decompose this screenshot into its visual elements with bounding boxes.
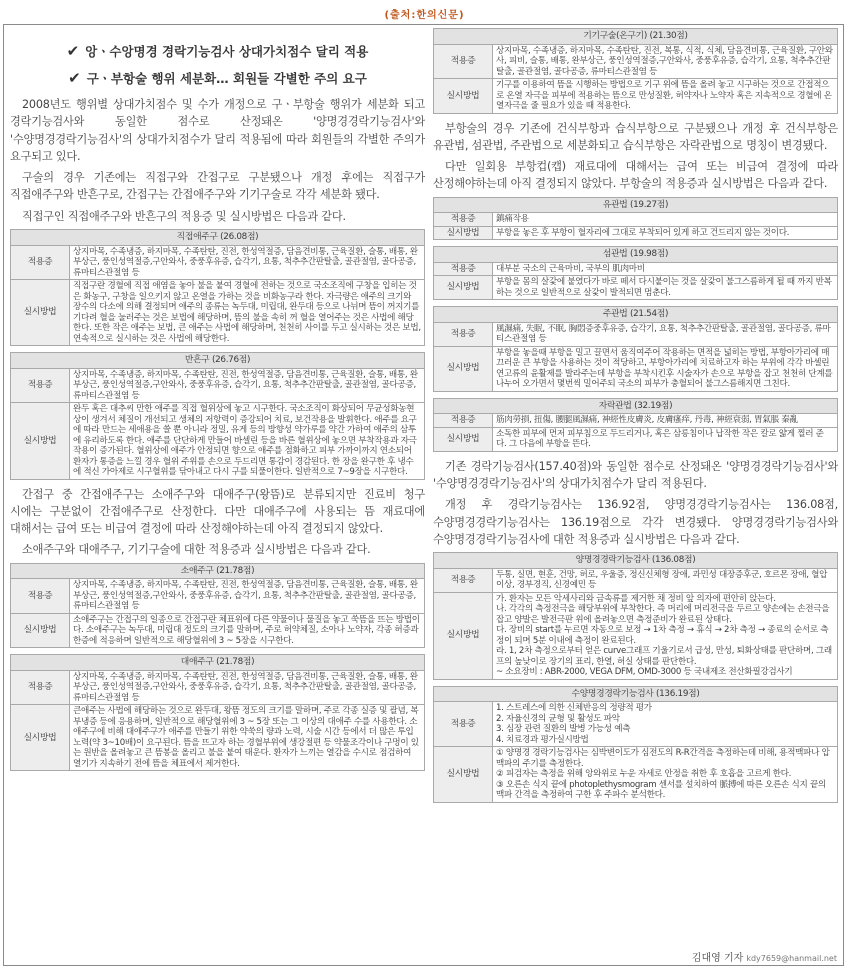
byline [692, 949, 837, 964]
row-text: 부항을 놓은 후 부항이 혈자리에 그대로 부착되어 있게 하고 건드리지 않는 것이다. [493, 226, 838, 240]
table-row [434, 747, 838, 803]
row-label: 실시방법 [434, 276, 493, 300]
table-row [11, 403, 425, 480]
row-label: 적용증 [434, 262, 493, 276]
body-paragraph: 구술의 경우 기존에는 직접구와 간접구로 구분됐으나 개정 후에는 직접구가 직접애주구와 반흔구로, 간접구는 간접애주구와 기기구술로 각각 세분화 됐다. [10, 171, 425, 202]
body-paragraph: 부항술의 경우 기존에 건식부항과 습식부항으로 구분됐으나 개정 후 건식부항은 유관법, 섬관법, 주관법으로 세분화되고 습식부항은 자락관법으로 명칭이 변경됐다. [433, 121, 838, 152]
right-column [433, 28, 838, 809]
row-text: 상지마목, 수족냉증, 하지마목, 수족탄탄, 진전, 한성역절증, 담음견비통, 근육질환, 슬통, 배통, 완부상근, 풍인성역절증,구안와사, 중풍후유증, 습각기, 요통, 척추추간판탈출, 골관절염, 골다공증, 류마티스관절염 등 [70, 245, 425, 280]
table-row [434, 346, 838, 391]
headline-block [10, 28, 425, 87]
table-row [434, 213, 838, 227]
body-paragraph: 기존 경락기능검사(157.40점)와 동일한 점수로 산정돼온 '양명경경락기능검사'와 '수양명경경락기능검사'의 상대가치점수가 달리 적용된다. [433, 459, 838, 490]
row-label: 적용증 [11, 579, 70, 614]
table-jarak [433, 398, 838, 452]
table-title: 섬관법 (19.98점) [434, 247, 838, 263]
row-text: 상지마목, 수족냉증, 하지마목, 수족탄탄, 진전, 복통, 식적, 식체, 담음견비통, 근육질환, 구안와사, 피비, 슬통, 배통, 완부상근, 풍인성역절증,구안와사, 중풍후유증, 습각기, 요통, 척추추간판탈출, 골관절염, 골다공증, 류마티스관절염 등 [493, 44, 838, 79]
body-paragraph: 개정 후 경락기능검사는 136.92점, 양명경경락기능검사는 136.08점, 수양명경경락기능검사는 136.19점으로 각각 변경됐다. 양명경경락기능검사와 수양명경경락기능검사에 대한 적용증과 실시방법은 다음과 같다. [433, 498, 838, 546]
table-row [11, 670, 425, 705]
row-label: 적용증 [434, 568, 493, 592]
table-title: 자락관법 (32.19점) [434, 398, 838, 414]
row-label: 적용증 [434, 414, 493, 428]
table-so [10, 563, 425, 649]
row-label: 실시방법 [11, 280, 70, 346]
left-column [10, 28, 425, 777]
table-suyangmyeong [433, 686, 838, 803]
check-icon: ✔ [66, 42, 80, 60]
table-jikjeop [10, 229, 425, 346]
table-row [434, 702, 838, 747]
table-row [11, 579, 425, 614]
row-text: 직접구란 경혈에 직접 애염을 놓아 불을 붙여 경혈에 전하는 것으로 국소조직에 구창을 입히는 것은 화농구, 구창을 일으키지 않고 온열을 가하는 것을 비화농구라 한다. 자극량은 애주의 크기와 장수의 다소에 의해 결정되며 애주의 종류는 녹두대, 미립대, 완두대 등으로 나뉘며 뜸이 꺼지기를 기다려 혈을 눌러주는 것은 보법에 해당하며, 뜸의 불을 속히 꺼 혈을 열어주는 것은 사법에 해당한다. 또한 작은 애주는 보법, 큰 애주는 사법에 해당하며, 천천히 사이를 두고 실시하는 것은 보법, 연속적으로 실시하는 것은 사법에 해당한다. [70, 280, 425, 346]
row-text: 風濕痛, 失眠, 不眠, 胸悶증중후유증, 습각기, 요통, 척추추간판탈출, 골관절염, 골다공증, 류마티스관절염 등 [493, 322, 838, 346]
table-title: 기기구술(온구기) (21.30점) [434, 29, 838, 45]
table-row [434, 262, 838, 276]
row-text: 鎮痛작용 [493, 213, 838, 227]
row-label: 실시방법 [434, 592, 493, 679]
table-row [11, 368, 425, 403]
row-label: 적용증 [11, 670, 70, 705]
row-label: 실시방법 [434, 226, 493, 240]
table-row [434, 276, 838, 300]
table-title: 주관법 (21.54점) [434, 307, 838, 323]
check-icon: ✔ [68, 69, 81, 87]
row-text: 가. 환자는 모든 악세사리와 금속류를 제거한 채 정비 앞 의자에 편안히 앉는다. 나. 각각의 측정전극을 해당부위에 부착한다. 즉 머리에 머리전극을 두르고 양손에는 손전극을 잡고 양발은 발전극판 위에 올려놓으면 측정준비가 완료된 상태다. 다. 장비의 start를 누르면 자동으로 보정 → 1차 측정 → 휴식 → 2차 측정 → 종료의 순서로 측정이 되며 5분 이내에 측정이 완료된다. 라. 1, 2차 측정으로부터 얻은 curve그래프 기울기로서 급성, 만성, 퇴화상태를 판단하며, 그래프의 높낮이로 장기의 표리, 한열, 허실 상태를 판단한다. ~ 소요장비 : ABR-2000, VEGA DFM, OMD-3000 등 국내제조 전산화필강검사기 [493, 592, 838, 679]
table-jugwan [433, 306, 838, 392]
row-label: 실시방법 [434, 747, 493, 803]
source-label: (출처:한의신문) [384, 10, 465, 21]
body-paragraph: 직접구인 직접애주구와 반흔구의 적용증 및 실시방법은 다음과 같다. [22, 209, 346, 223]
row-text: ① 양명경 경락기능검사는 심박변이도가 심전도의 R-R간격을 측정하는데 비해, 용적맥파나 압맥파의 주기를 측정한다. ② 피검자는 측정을 위해 앙와위로 누운 자세로 안정을 취한 후 호흡을 고르게 한다. ③ 오른손 식지 끝에 photoplethysmogram 센서를 설치하여 脈搏에 따른 오른손 식지 끝의 맥파 간격을 측정하여 구한 후 주파수 분석한다. [493, 747, 838, 803]
row-label: 실시방법 [434, 346, 493, 391]
row-text: 부항을 몸의 살갗에 붙였다가 바로 떼서 다시붙이는 것을 살갗이 불그스름하게 될 때 까지 반복하는 것으로 일반적으로 살갗이 발적되면 멈춘다. [493, 276, 838, 300]
reporter-name: 김대영 기자 [691, 953, 744, 964]
headline-1: ✔ 앙ㆍ수앙명경 경락기능검사 상대가치점수 달리 적용 [66, 42, 369, 60]
row-label: 적용증 [11, 368, 70, 403]
row-label: 적용증 [11, 245, 70, 280]
table-row [434, 592, 838, 679]
row-label: 실시방법 [11, 403, 70, 480]
table-title: 반흔구 (26.76점) [11, 353, 425, 369]
body-paragraph: 간접구 중 간접애주구는 소애주구와 대애주구(왕뜸)로 분류되지만 진료비 청구 시에는 구분없이 간접애주구로 산정한다. 다만 대애주구에 사용되는 뜸 재료대에 대해서는 급여 또는 비급여 결정에 따라 산정해야하는데 아직 결정되지 않았다. [10, 487, 425, 536]
row-label: 실시방법 [11, 613, 70, 648]
row-text: 큰애주는 사법에 해당하는 것으로 완두대, 왕뜸 정도의 크기를 말하며, 주로 각종 실증 및 괄념, 복부냉증 등에 응용하며, 일반적으로 해당혈위에 3 ~ 5장 또는 그 이상의 대애주 수를 사용한다. 소애주구에 비해 대애주구가 애주를 만들기 위한 약쑥의 량과 노력, 시술 시간 등에서 더 많은 투입노력(약 3~10배)이 요구된다. 뜸을 뜨고자 하는 경혈부위에 생강절편 등 약물조각이나 구멍이 있는 원반을 올려놓고 큰 뜸봉을 올리고 불을 붙여 태운다. 환자가 느끼는 열감을 수시로 점검하여 열기가 지속하기 전에 뜸을 체표에서 제거한다. [70, 705, 425, 771]
table-row [434, 568, 838, 592]
table-yugwan [433, 197, 838, 241]
body-paragraph: 소애주구와 대애주구, 기기구술에 대한 적용증과 실시방법은 다음과 같다. [22, 543, 371, 557]
table-row [11, 280, 425, 346]
row-label: 적용증 [434, 213, 493, 227]
table-title: 수양명경경락기능검사 (136.19점) [434, 686, 838, 702]
table-row [11, 245, 425, 280]
body-paragraph: 다만 일회용 부항컵(캡) 재료대에 대해서는 급여 또는 비급여 결정에 따라 산정해야하는데 아직 결정되지 않았다. 부항술의 적용증과 실시방법은 다음과 같다. [433, 160, 838, 191]
row-text: 상지마목, 수족냉증, 하지마목, 수족탄탄, 진전, 한성역절증, 담음견비통, 근육질환, 슬통, 배통, 완부상근, 풍인성역절증,구안와사, 중풍후유증, 습각기, 요통, 척추추간판탈출, 골관절염, 골다공증, 류마티스관절염 등 [70, 670, 425, 705]
row-text: 소애주구는 간접구의 일종으로 간접구란 체표위에 다른 약물이나 물질을 놓고 쑥뜸을 뜨는 방법이다. 소애주구는 녹두대, 미립대 정도의 크기를 말하며, 주로 허약체질, 소아나 노약자, 각종 허증과 한증에 적응하며 일반적으로 해당혈위에 3 ~ 5장을 시구한다. [70, 613, 425, 648]
table-title: 직접애주구 (26.08점) [11, 230, 425, 246]
row-label: 실시방법 [434, 427, 493, 451]
row-label: 적용증 [434, 702, 493, 747]
reporter-email[interactable]: kdy7659@hanmail.net [746, 954, 837, 963]
table-dae [10, 654, 425, 771]
table-row [11, 705, 425, 771]
row-text: 두통, 실면, 현훈, 건망, 허로, 우울증, 정신신체형 장애, 과민성 대장증후군, 호르몬 장애, 혈압이상, 경부경직, 신경예민 등 [493, 568, 838, 592]
table-yangmyeong [433, 552, 838, 680]
table-title: 양명경경락기능검사 (136.08점) [434, 553, 838, 569]
table-title: 소애주구 (21.78점) [11, 563, 425, 579]
row-text: 부항을 놓을때 부항을 밀고 끌면서 움직여주어 작용하는 면적을 넓히는 방법, 부항아가리에 매끄러운 큰 부항을 사용하는 것이 적당하고, 부항아가리에 치료하고자 하는 부위에 각각 바셀린연고류의 윤활제를 발라주는데 부항을 부착시킨후 시술자가 손으로 부항을 잡고 천천히 단계를 나누어 오가면서 몇번씩 밀어주되 국소의 피부가 충혈되어 불그스름해지면 그친다. [493, 346, 838, 391]
table-seomgwan [433, 246, 838, 300]
body-paragraph: 2008년도 행위별 상대가치점수 및 수가 개정으로 구ㆍ부항술 행위가 세분화 되고 경락기능검사와 동일한 점수로 산정돼온 '양명경경락기능검사'와 '수양명경경락기능검사'의 상대가치점수가 달리 적용됨에 따라 회원들의 각별한 주의가 요구되고 있다. [10, 98, 425, 163]
row-label: 적용증 [434, 44, 493, 79]
table-row [11, 613, 425, 648]
table-banheun [10, 352, 425, 480]
table-title: 대애주구 (21.78점) [11, 655, 425, 671]
row-text: 상지마목, 수족냉증, 하지마목, 수족탄탄, 진전, 한성역절증, 담음견비통, 근육질환, 슬통, 배통, 완부상근, 풍인성역절증,구안와사, 중풍후유증, 습각기, 요통, 척추추간판탈출, 골관절염, 골다공증, 류마티스관절염 등 [70, 368, 425, 403]
table-row [434, 427, 838, 451]
row-text: 筋肉勞損, 扭傷, 腰腿風濕痛, 神經性皮膚炎, 皮膚瘙痒, 丹毒, 神經衰弱, 胃氣脹 秦亂 [493, 414, 838, 428]
table-gigi [433, 28, 838, 114]
table-row [434, 44, 838, 79]
row-label: 적용증 [434, 322, 493, 346]
row-label: 실시방법 [434, 79, 493, 114]
headline-2: ✔ 구ㆍ부항술 행위 세분화… 회원들 각별한 주의 요구 [68, 69, 367, 87]
row-text: 완두 혹은 대추씨 만한 애주를 직접 혈위상에 놓고 시구한다. 국소조직이 화상되어 무균성화농현상이 생겨서 체질이 개선되고 생체의 저항력이 증강되어 치료, 보건작용을 발휘한다. 애주를 요구에 따라 만드는 세애용을 쓸 뿐 아니라 정밀, 유게 등의 방향성 약가루를 약간 가하여 애주의 삼투에 유리하도록 한다. 애주를 단단하게 만들어 바셀린 등을 바른 혈위상에 놓으면 부착작용과 자극작용이 증가된다. 혈위상에 애주가 안정되면 향으로 애주를 점화하고 피부 가까이까지 연소되어 환자가 통증을 느낄 경우 혈위 주위를 손으로 두드리면 통감이 경감된다. 한 장을 완구한 후 냉수에 적신 가아제로 시구혈위를 닦아내고 다시 구를 되풀이한다. 일반적으로 7~9장을 시구한다. [70, 403, 425, 480]
table-row [434, 414, 838, 428]
row-text: 소독한 피부에 먼저 피부침으로 두드리거나, 혹은 삼릉침이나 납작한 작은 칼로 얇게 찔러 준다. 그 다음에 부항을 뜬다. [493, 427, 838, 451]
row-text: 1. 스트레스에 의한 신체반응의 정량적 평가 2. 자율신경의 균형 및 활성도 파악 3. 심장 관련 질환의 발병 가능성 예측 4. 치료경과 평가실시방법 [493, 702, 838, 747]
table-row [434, 322, 838, 346]
row-text: 대부분 국소의 근육마비, 국부의 肌肉마비 [493, 262, 838, 276]
table-row [434, 79, 838, 114]
row-text: 상지마목, 수족냉증, 하지마목, 수족탄탄, 진전, 한성역절증, 담음견비통, 근육질환, 슬통, 배통, 완부상근, 풍인성역절증,구안와사, 중풍후유증, 습각기, 요통, 척추추간판탈출, 골관절염, 골다공증, 류마티스관절염 등 [70, 579, 425, 614]
row-text: 기구를 이용하여 뜸을 시행하는 방법으로 기구 위에 뜸을 올려 놓고 시구하는 것으로 간접적으로 온열 자극을 피부에 적용하는 뜸으로 만성질환, 허약자나 노약자 혹은 지속적으로 경혈에 온열자극을 줄 필요가 있을 때 적용한다. [493, 79, 838, 114]
table-row [434, 226, 838, 240]
table-title: 유관법 (19.27점) [434, 197, 838, 213]
row-label: 실시방법 [11, 705, 70, 771]
